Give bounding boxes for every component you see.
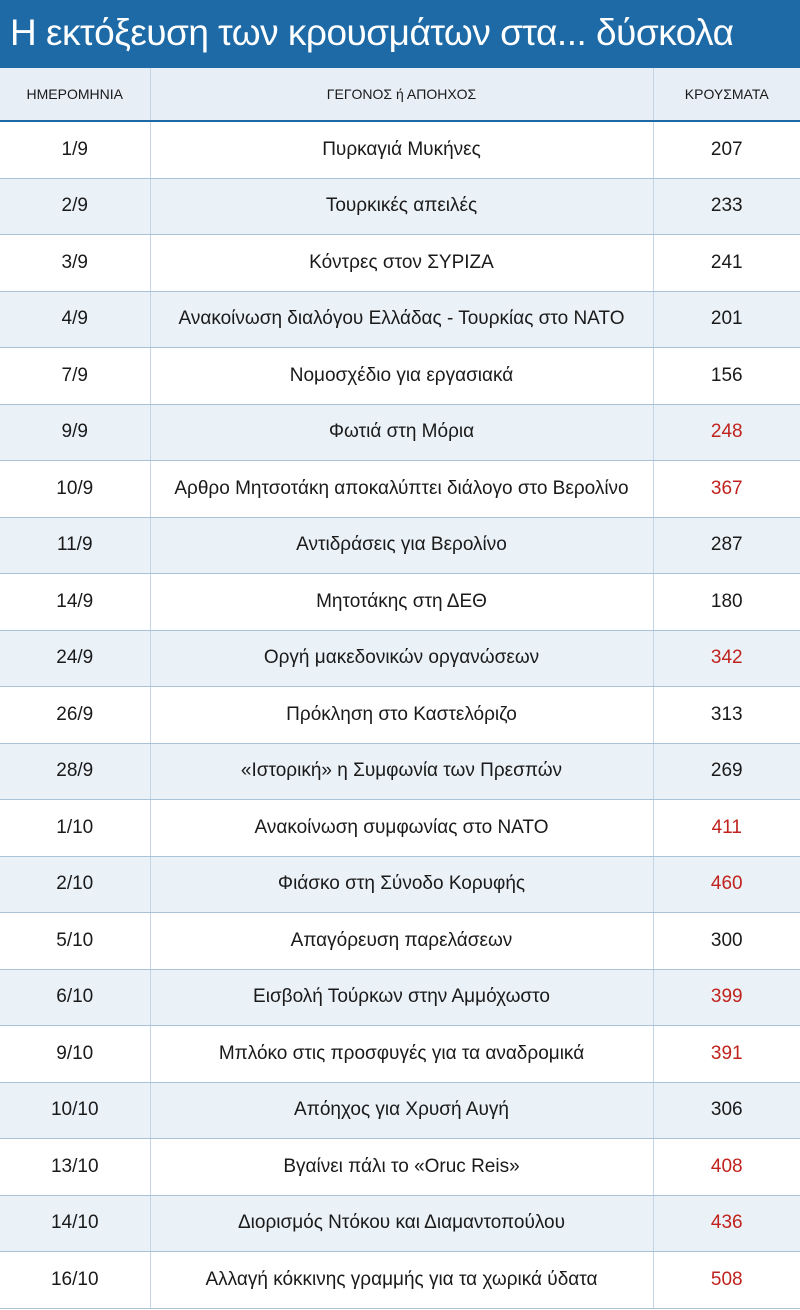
cases-cell: 241 <box>653 235 800 292</box>
date-cell: 14/10 <box>0 1195 150 1252</box>
table-row <box>0 348 800 405</box>
table-row <box>0 1082 800 1139</box>
table-row <box>0 178 800 235</box>
cases-cell: 233 <box>653 178 800 235</box>
column-header-date: ΗΜΕΡΟΜΗΝΙΑ <box>0 68 150 121</box>
date-cell: 14/9 <box>0 574 150 631</box>
cases-cell: 313 <box>653 687 800 744</box>
page-title: Η εκτόξευση των κρουσμάτων στα... δύσκολα <box>0 0 800 68</box>
date-cell: 26/9 <box>0 687 150 744</box>
table-row <box>0 235 800 292</box>
cases-cell: 399 <box>653 969 800 1026</box>
table-row <box>0 800 800 857</box>
date-cell: 2/9 <box>0 178 150 235</box>
table-row <box>0 913 800 970</box>
cases-cell: 248 <box>653 404 800 461</box>
date-cell: 2/10 <box>0 856 150 913</box>
cases-cell: 342 <box>653 630 800 687</box>
table-row <box>0 404 800 461</box>
column-header-cases: ΚΡΟΥΣΜΑΤΑ <box>653 68 800 121</box>
table-body <box>0 121 800 1308</box>
event-cell: Τουρκικές απειλές <box>150 178 653 235</box>
event-cell: Απαγόρευση παρελάσεων <box>150 913 653 970</box>
table-row <box>0 1195 800 1252</box>
date-cell: 6/10 <box>0 969 150 1026</box>
event-cell: Εισβολή Τούρκων στην Αμμόχωστο <box>150 969 653 1026</box>
event-cell: Πυρκαγιά Μυκήνες <box>150 121 653 178</box>
table-row <box>0 743 800 800</box>
event-cell: Βγαίνει πάλι το «Oruc Reis» <box>150 1139 653 1196</box>
table-row <box>0 574 800 631</box>
table-row <box>0 461 800 518</box>
cases-cell: 207 <box>653 121 800 178</box>
table-row <box>0 969 800 1026</box>
event-cell: Αλλαγή κόκκινης γραμμής για τα χωρικά ύδατα <box>150 1252 653 1309</box>
table-row <box>0 1139 800 1196</box>
event-cell: Κόντρες στον ΣΥΡΙΖΑ <box>150 235 653 292</box>
event-cell: Φωτιά στη Μόρια <box>150 404 653 461</box>
table-row <box>0 517 800 574</box>
table-row <box>0 291 800 348</box>
table-header-row <box>0 68 800 121</box>
date-cell: 1/9 <box>0 121 150 178</box>
cases-cell: 408 <box>653 1139 800 1196</box>
date-cell: 9/10 <box>0 1026 150 1083</box>
cases-cell: 411 <box>653 800 800 857</box>
event-cell: Αρθρο Μητσοτάκη αποκαλύπτει διάλογο στο Βερολίνο <box>150 461 653 518</box>
event-cell: Πρόκληση στο Καστελόριζο <box>150 687 653 744</box>
date-cell: 10/10 <box>0 1082 150 1139</box>
date-cell: 3/9 <box>0 235 150 292</box>
event-cell: Αντιδράσεις για Βερολίνο <box>150 517 653 574</box>
cases-cell: 391 <box>653 1026 800 1083</box>
cases-cell: 306 <box>653 1082 800 1139</box>
event-cell: Νομοσχέδιο για εργασιακά <box>150 348 653 405</box>
table-row <box>0 1026 800 1083</box>
table-row <box>0 121 800 178</box>
event-cell: Φιάσκο στη Σύνοδο Κορυφής <box>150 856 653 913</box>
cases-cell: 269 <box>653 743 800 800</box>
date-cell: 5/10 <box>0 913 150 970</box>
cases-cell: 367 <box>653 461 800 518</box>
event-cell: Διορισμός Ντόκου και Διαμαντοπούλου <box>150 1195 653 1252</box>
event-cell: Οργή μακεδονικών οργανώσεων <box>150 630 653 687</box>
date-cell: 1/10 <box>0 800 150 857</box>
date-cell: 10/9 <box>0 461 150 518</box>
table-row <box>0 687 800 744</box>
event-cell: Ανακοίνωση συμφωνίας στο ΝΑΤΟ <box>150 800 653 857</box>
table-row <box>0 630 800 687</box>
cases-cell: 201 <box>653 291 800 348</box>
date-cell: 24/9 <box>0 630 150 687</box>
event-cell: Ανακοίνωση διαλόγου Ελλάδας - Τουρκίας στο ΝΑΤΟ <box>150 291 653 348</box>
table-row <box>0 856 800 913</box>
date-cell: 4/9 <box>0 291 150 348</box>
cases-cell: 300 <box>653 913 800 970</box>
cases-cell: 287 <box>653 517 800 574</box>
date-cell: 7/9 <box>0 348 150 405</box>
cases-cell: 460 <box>653 856 800 913</box>
event-cell: Μπλόκο στις προσφυγές για τα αναδρομικά <box>150 1026 653 1083</box>
event-cell: Μητοτάκης στη ΔΕΘ <box>150 574 653 631</box>
cases-cell: 436 <box>653 1195 800 1252</box>
date-cell: 13/10 <box>0 1139 150 1196</box>
cases-cell: 156 <box>653 348 800 405</box>
date-cell: 11/9 <box>0 517 150 574</box>
column-header-event: ΓΕΓΟΝΟΣ ή ΑΠΟΗΧΟΣ <box>150 68 653 121</box>
cases-cell: 508 <box>653 1252 800 1309</box>
cases-table <box>0 68 800 1309</box>
date-cell: 9/9 <box>0 404 150 461</box>
event-cell: «Ιστορική» η Συμφωνία των Πρεσπών <box>150 743 653 800</box>
table-row <box>0 1252 800 1309</box>
date-cell: 28/9 <box>0 743 150 800</box>
date-cell: 16/10 <box>0 1252 150 1309</box>
cases-cell: 180 <box>653 574 800 631</box>
event-cell: Απόηχος για Χρυσή Αυγή <box>150 1082 653 1139</box>
